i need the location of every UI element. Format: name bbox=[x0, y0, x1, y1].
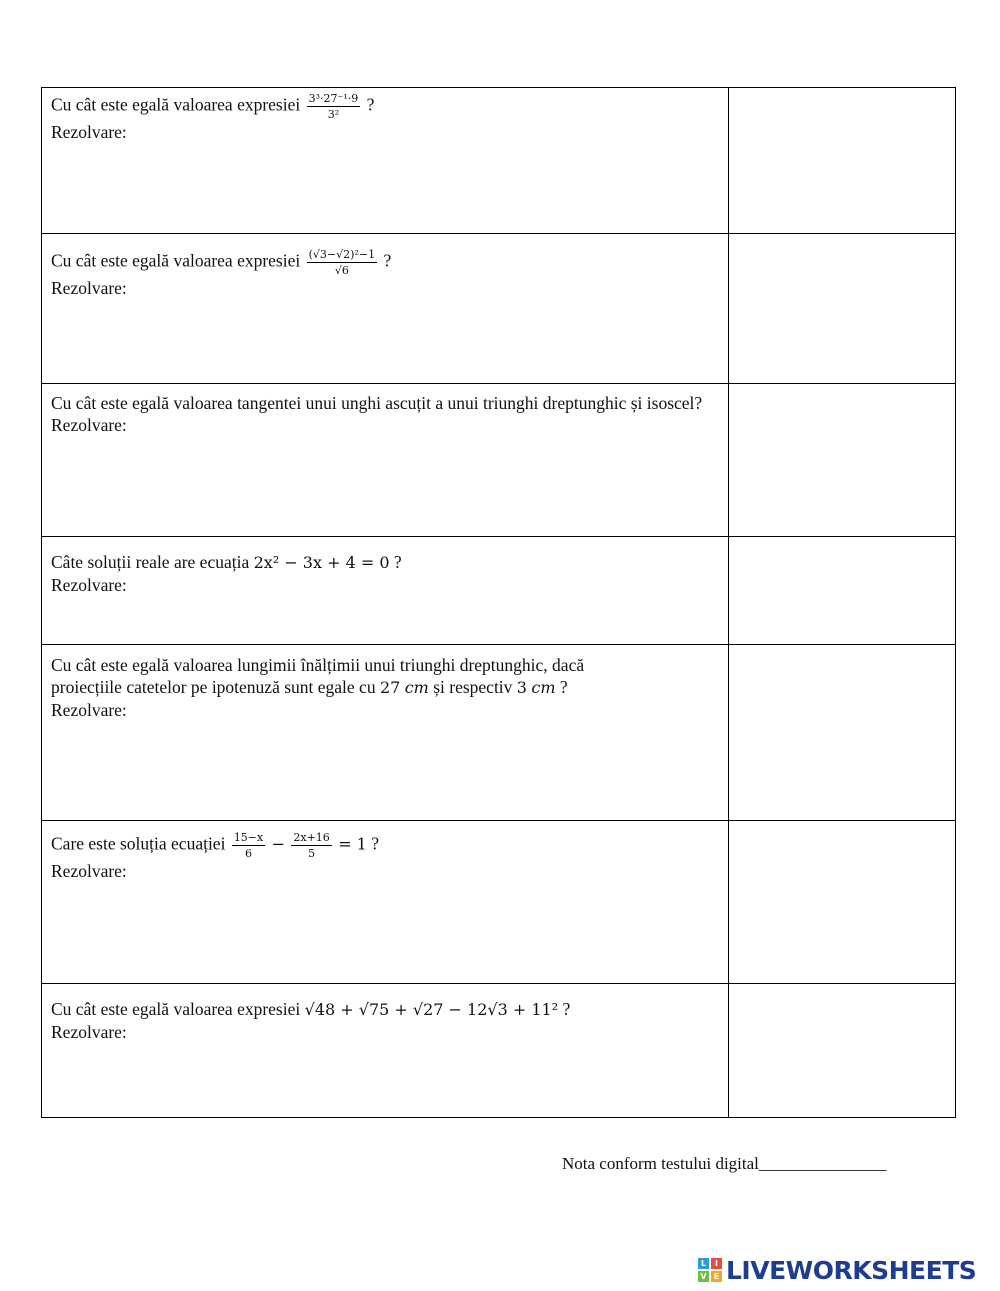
question-cell-4 bbox=[42, 537, 729, 645]
question-row-3 bbox=[42, 384, 956, 537]
value-3: 3 bbox=[516, 678, 527, 697]
question-2-prefix: Cu cât este egală valoarea expresiei bbox=[51, 250, 301, 271]
question-cell-5 bbox=[42, 645, 729, 821]
question-3-text: Cu cât este egală valoarea tangentei unui unghi ascuțit a unui triunghi dreptunghic și isoscel? bbox=[51, 393, 703, 413]
fraction-denominator: 6 bbox=[245, 847, 253, 860]
equation-tail: = 1 bbox=[338, 834, 367, 854]
question-row-4 bbox=[42, 537, 956, 645]
radical-expression: √48 + √75 + √27 − 12√3 + 11² bbox=[304, 1000, 559, 1019]
rezolvare-label: Rezolvare: bbox=[51, 122, 127, 142]
worksheet-table bbox=[41, 87, 956, 1118]
answer-cell-1[interactable] bbox=[729, 88, 956, 234]
question-mark: ? bbox=[383, 250, 392, 271]
question-cell-1 bbox=[42, 88, 729, 234]
answer-cell-5[interactable] bbox=[729, 645, 956, 821]
logo-blocks-icon bbox=[698, 1258, 722, 1282]
answer-cell-3[interactable] bbox=[729, 384, 956, 537]
answer-cell-2[interactable] bbox=[729, 234, 956, 384]
logo-block-v: V bbox=[698, 1271, 709, 1282]
question-row-6 bbox=[42, 821, 956, 984]
rezolvare-label: Rezolvare: bbox=[51, 415, 127, 435]
logo-text: LIVEWORKSHEETS bbox=[726, 1255, 977, 1285]
question-cell-2 bbox=[42, 234, 729, 384]
rezolvare-label: Rezolvare: bbox=[51, 1022, 127, 1042]
fraction-numerator: 2x+16 bbox=[293, 831, 330, 844]
fraction-numerator: 3³·27⁻¹·9 bbox=[308, 92, 359, 105]
equation-fraction-2 bbox=[291, 831, 331, 860]
value-27: 27 bbox=[379, 678, 401, 697]
rezolvare-label: Rezolvare: bbox=[51, 278, 127, 298]
equation-fraction-1 bbox=[232, 831, 265, 860]
expression-fraction bbox=[307, 248, 377, 277]
question-mark: ? bbox=[559, 677, 568, 697]
rezolvare-label: Rezolvare: bbox=[51, 700, 127, 720]
minus-sign: − bbox=[271, 834, 286, 854]
question-5-middle: și respectiv bbox=[433, 677, 513, 697]
rezolvare-label: Rezolvare: bbox=[51, 575, 127, 595]
answer-cell-4[interactable] bbox=[729, 537, 956, 645]
question-5-line-1: Cu cât este egală valoarea lungimii înălțimii unui triunghi dreptunghic, dacă bbox=[51, 655, 585, 675]
question-5-line-2: proiecțiile catetelor pe ipotenuză sunt egale cu bbox=[51, 677, 376, 697]
question-6-prefix: Care este soluția ecuației bbox=[51, 833, 226, 854]
rezolvare-label: Rezolvare: bbox=[51, 861, 127, 881]
question-1-prefix: Cu cât este egală valoarea expresiei bbox=[51, 94, 301, 115]
fraction-denominator: 5 bbox=[308, 847, 316, 860]
logo-block-l: L bbox=[698, 1258, 709, 1269]
question-row-2 bbox=[42, 234, 956, 384]
answer-cell-7[interactable] bbox=[729, 984, 956, 1118]
question-cell-7 bbox=[42, 984, 729, 1118]
fraction-numerator: 15−x bbox=[233, 831, 264, 844]
unit-cm: cm bbox=[404, 678, 429, 697]
unit-cm: cm bbox=[531, 678, 556, 697]
fraction-denominator: √6 bbox=[334, 264, 349, 277]
grade-note: Nota conform testului digital_______________ bbox=[562, 1154, 887, 1173]
question-row-7 bbox=[42, 984, 956, 1118]
question-row-5 bbox=[42, 645, 956, 821]
question-7-prefix: Cu cât este egală valoarea expresiei bbox=[51, 999, 301, 1019]
question-cell-3 bbox=[42, 384, 729, 537]
liveworksheets-logo bbox=[698, 1255, 976, 1285]
question-mark: ? bbox=[366, 94, 375, 115]
question-row-1 bbox=[42, 88, 956, 234]
fraction-denominator: 3² bbox=[327, 108, 340, 121]
question-mark: ? bbox=[393, 552, 402, 572]
question-cell-6 bbox=[42, 821, 729, 984]
question-4-prefix: Câte soluții reale are ecuația bbox=[51, 552, 250, 572]
answer-cell-6[interactable] bbox=[729, 821, 956, 984]
question-mark: ? bbox=[562, 999, 571, 1019]
logo-block-e: E bbox=[711, 1271, 722, 1282]
equation: 2x² − 3x + 4 = 0 bbox=[253, 553, 390, 572]
fraction-numerator: (√3−√2)²−1 bbox=[308, 248, 376, 261]
question-mark: ? bbox=[371, 833, 380, 854]
logo-block-i: I bbox=[711, 1258, 722, 1269]
expression-fraction bbox=[307, 92, 361, 121]
